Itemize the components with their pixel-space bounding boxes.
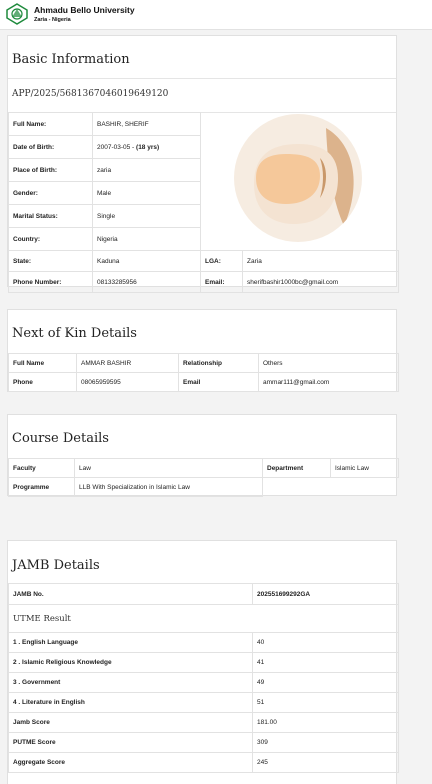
kin-full-name-value: AMMAR BASHIR <box>77 354 179 373</box>
programme-label: Programme <box>9 478 75 497</box>
kin-relationship-value: Others <box>259 354 399 373</box>
subject-name: 3 . Government <box>9 673 253 693</box>
state-value: Kaduna <box>93 251 201 272</box>
university-name: Ahmadu Bello University <box>34 5 135 15</box>
putme-score-label: PUTME Score <box>9 733 253 753</box>
jamb-score-label: Jamb Score <box>9 713 253 733</box>
subject-score: 51 <box>253 693 399 713</box>
top-bar <box>0 0 432 30</box>
email-value: sherifbashir1000bc@gmail.com <box>243 272 399 293</box>
kin-full-name-label: Full Name <box>9 354 77 373</box>
kin-email-label: Email <box>179 373 259 392</box>
place-of-birth-label: Place of Birth: <box>9 159 93 182</box>
department-label: Department <box>263 459 331 478</box>
dob-value: 2007-03-05 - (18 yrs) <box>93 136 201 159</box>
department-value: Islamic Law <box>331 459 399 478</box>
jamb-no-label: JAMB No. <box>9 584 253 605</box>
kin-phone-label: Phone <box>9 373 77 392</box>
dob-label: Date of Birth: <box>9 136 93 159</box>
course-details-table <box>8 458 399 497</box>
jamb-score-value: 181.00 <box>253 713 399 733</box>
kin-email-value: ammar111@gmail.com <box>259 373 399 392</box>
university-logo-icon <box>6 3 28 25</box>
application-number: APP/2025/5681367046019649120 <box>12 89 169 99</box>
phone-number-value: 08133285956 <box>93 272 201 293</box>
state-label: State: <box>9 251 93 272</box>
subject-score: 41 <box>253 653 399 673</box>
faculty-value: Law <box>75 459 263 478</box>
full-name-value: BASHIR, SHERIF <box>93 113 201 136</box>
kin-relationship-label: Relationship <box>179 354 259 373</box>
jamb-table <box>8 583 399 773</box>
email-label: Email: <box>201 272 243 293</box>
lga-value: Zaria <box>243 251 399 272</box>
course-details-card <box>7 414 397 496</box>
next-of-kin-card <box>7 309 397 392</box>
next-of-kin-title: Next of Kin Details <box>12 326 137 341</box>
university-location: Zaria - Nigeria <box>34 17 71 23</box>
subject-name: 1 . English Language <box>9 633 253 653</box>
lga-label: LGA: <box>201 251 243 272</box>
programme-value: LLB With Specialization in Islamic Law <box>75 478 263 497</box>
kin-phone-value: 08065959595 <box>77 373 179 392</box>
marital-status-value: Single <box>93 205 201 228</box>
country-value: Nigeria <box>93 228 201 251</box>
subject-score: 49 <box>253 673 399 693</box>
jamb-details-title: JAMB Details <box>12 558 100 573</box>
country-label: Country: <box>9 228 93 251</box>
place-of-birth-value: zaria <box>93 159 201 182</box>
subject-name: 2 . Islamic Religious Knowledge <box>9 653 253 673</box>
subject-name: 4 . Literature in English <box>9 693 253 713</box>
aggregate-score-value: 245 <box>253 753 399 773</box>
full-name-label: Full Name: <box>9 113 93 136</box>
profile-avatar <box>234 114 362 242</box>
jamb-no-value: 202551699292GA <box>253 584 399 605</box>
phone-number-label: Phone Number: <box>9 272 93 293</box>
gender-value: Male <box>93 182 201 205</box>
basic-information-title: Basic Information <box>12 52 130 67</box>
utme-result-title: UTME Result <box>9 605 399 633</box>
subject-score: 40 <box>253 633 399 653</box>
aggregate-score-label: Aggregate Score <box>9 753 253 773</box>
marital-status-label: Marital Status: <box>9 205 93 228</box>
course-details-title: Course Details <box>12 431 109 446</box>
jamb-details-card <box>7 540 397 784</box>
gender-label: Gender: <box>9 182 93 205</box>
faculty-label: Faculty <box>9 459 75 478</box>
next-of-kin-table <box>8 353 399 392</box>
putme-score-value: 309 <box>253 733 399 753</box>
